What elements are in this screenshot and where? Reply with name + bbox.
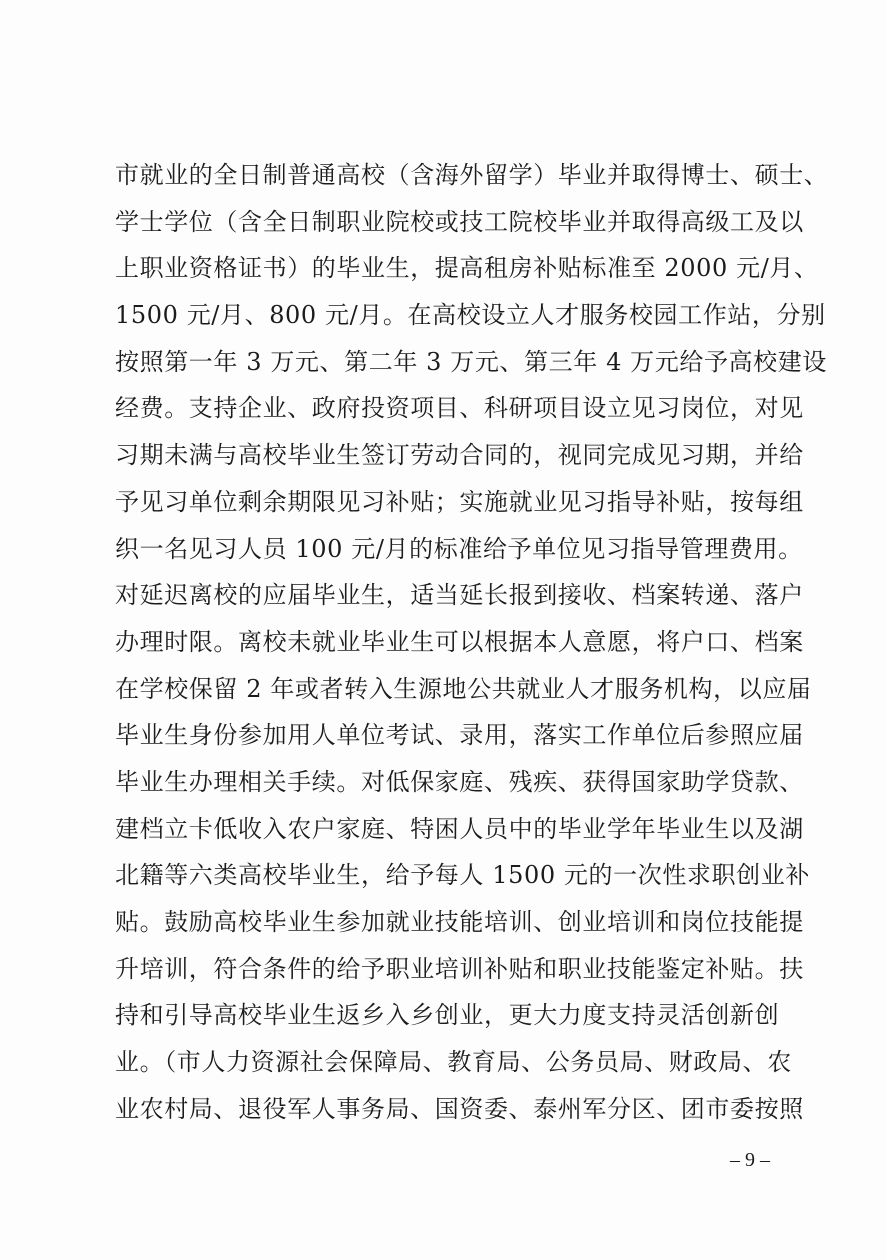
text-line: 对延迟离校的应届毕业生，适当延长报到接收、档案转递、落户	[115, 581, 804, 610]
text-line: 办理时限。离校未就业毕业生可以根据本人意愿，将户口、档案	[115, 627, 804, 656]
text-line: 在学校保留 2 年或者转入生源地公共就业人才服务机构，以应届	[115, 674, 812, 703]
text-line: 上职业资格证书）的毕业生，提高租房补贴标准至 2000 元/月、	[115, 254, 819, 283]
text-line: 经费。支持企业、政府投资项目、科研项目设立见习岗位，对见	[115, 394, 804, 423]
text-line: 贴。鼓励高校毕业生参加就业技能培训、创业培训和岗位技能提	[115, 908, 804, 936]
text-line: 建档立卡低收入农户家庭、特困人员中的毕业学年毕业生以及湖	[115, 814, 804, 843]
page-number: – 9 –	[730, 1149, 770, 1171]
text-line: 习期未满与高校毕业生签订劳动合同的，视同完成见习期，并给	[115, 441, 804, 470]
text-line: 1500 元/月、800 元/月。在高校设立人才服务校园工作站，分别	[115, 301, 826, 330]
text-line: 予见习单位剩余期限见习补贴；实施就业见习指导补贴，按每组	[115, 487, 804, 516]
body-text	[115, 152, 829, 1132]
text-line: 业农村局、退役军人事务局、国资委、泰州军分区、团市委按照	[115, 1094, 804, 1123]
text-line: 毕业生办理相关手续。对低保家庭、残疾、获得国家助学贷款、	[115, 767, 804, 796]
text-line: 按照第一年 3 万元、第二年 3 万元、第三年 4 万元给予高校建设	[115, 347, 827, 376]
text-line: 市就业的全日制普通高校（含海外留学）毕业并取得博士、硕士、	[115, 161, 829, 189]
text-line: 毕业生身份参加用人单位考试、录用，落实工作单位后参照应届	[115, 721, 804, 750]
text-line: 升培训，符合条件的给予职业培训补贴和职业技能鉴定补贴。扶	[115, 954, 804, 983]
text-line: 持和引导高校毕业生返乡入乡创业，更大力度支持灵活创新创	[115, 1001, 780, 1030]
text-line: 业。（市人力资源社会保障局、教育局、公务员局、财政局、农	[115, 1048, 792, 1077]
text-line: 织一名见习人员 100 元/月的标准给予单位见习指导管理费用。	[115, 534, 803, 563]
text-line: 学士学位（含全日制职业院校或技工院校毕业并取得高级工及以	[115, 207, 804, 236]
text-line: 北籍等六类高校毕业生，给予每人 1500 元的一次性求职创业补	[115, 861, 810, 890]
